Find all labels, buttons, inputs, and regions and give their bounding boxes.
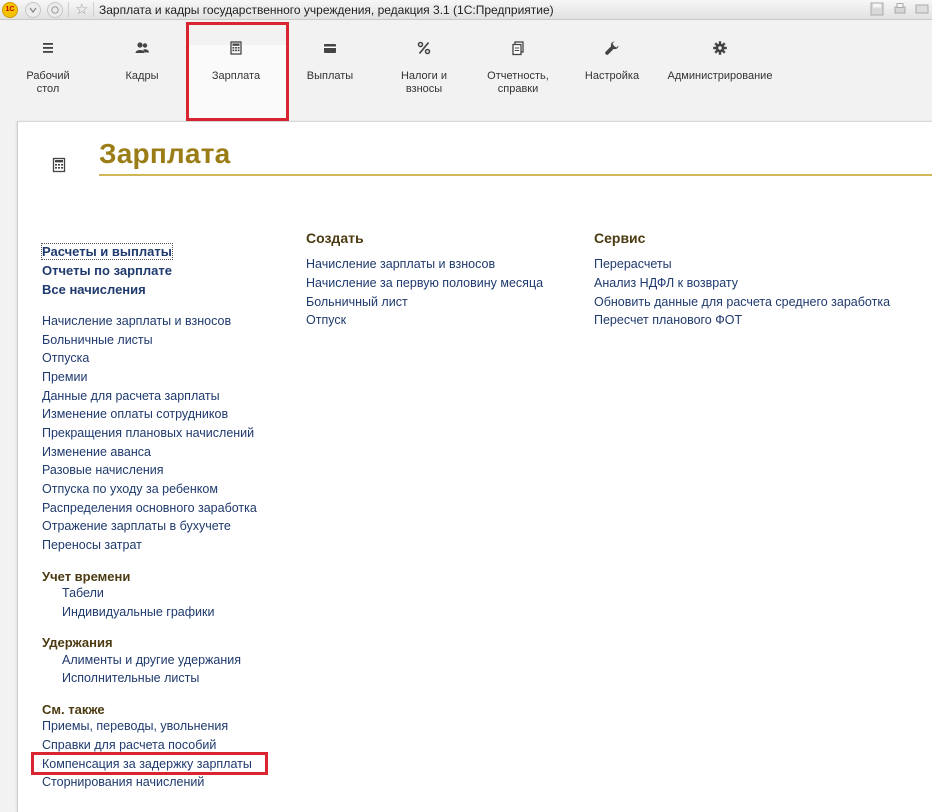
list-item[interactable]: Переносы затрат [42,538,142,552]
list-item[interactable]: Больничный лист [306,295,408,309]
list-item[interactable]: Перерасчеты [594,257,672,271]
list-item[interactable]: Приемы, переводы, увольнения [42,719,229,733]
highlight-box-salary-section [186,22,289,121]
section-desktop[interactable] [20,40,76,96]
list-item[interactable]: Изменение оплаты сотрудников [42,407,229,421]
section-label: Отчетность, справки [487,70,549,95]
main-menu-button[interactable] [25,2,41,18]
list-item[interactable]: Премии [42,370,88,384]
mail-icon[interactable] [915,2,929,16]
list-item[interactable]: Обновить данные для расчета среднего заработка [594,295,891,309]
list-item[interactable]: Больничные листы [42,333,153,347]
list-item[interactable]: Начисление зарплаты и взносов [306,257,496,271]
list-item[interactable]: Сторнирования начислений [42,775,205,789]
list-item[interactable]: Отпуск [306,313,347,327]
calculator-icon [52,157,66,173]
section-label: Настройка [584,70,640,82]
group-time-tracking: Учет времени [42,569,131,584]
list-item[interactable]: Прекращения плановых начислений [42,426,255,440]
list-item[interactable]: Исполнительные листы [62,671,200,685]
chevron-down-icon [29,6,37,14]
group-deductions: Удержания [42,635,113,650]
section-label: Рабочий стол [26,70,70,95]
section-hr[interactable] [114,40,170,83]
separator [93,2,94,17]
section-label: Налоги и взносы [400,70,448,95]
app-logo-icon[interactable]: 1С [2,2,18,18]
section-label: Выплаты [306,70,354,82]
list-item[interactable]: Справки для расчета пособий [42,738,217,752]
page-title: Зарплата [99,138,231,169]
list-item[interactable]: Отражение зарплаты в бухучете [42,519,231,533]
title-bar [0,0,932,20]
list-item[interactable]: Алименты и другие удержания [62,653,242,667]
list-item[interactable]: Табели [62,586,104,600]
separator [68,2,69,17]
documents-icon [510,40,526,56]
section-settings[interactable] [580,40,644,83]
list-item[interactable]: Пересчет планового ФОТ [594,313,743,327]
create-heading: Создать [306,230,364,246]
list-item[interactable]: Начисление зарплаты и взносов [42,314,232,328]
list-item[interactable]: Отпуска по уходу за ребенком [42,482,218,496]
section-admin[interactable] [664,40,776,83]
section-reports[interactable] [480,40,556,96]
percent-icon [416,40,432,56]
menu-lines-icon [40,40,56,56]
list-item[interactable]: Анализ НДФЛ к возврату [594,276,739,290]
list-item[interactable]: Начисление за первую половину месяца [306,276,544,290]
save-icon[interactable] [870,2,884,16]
list-item[interactable]: Разовые начисления [42,463,164,477]
highlight-box-compensation [31,752,268,775]
print-icon[interactable] [893,2,907,16]
wallet-icon [322,40,338,56]
link-salary-delay-compensation[interactable]: Компенсация за задержку зарплаты [42,757,252,771]
title-underline [99,174,932,176]
link-payments-calc[interactable]: Расчеты и выплаты [42,244,172,259]
gear-icon [712,40,728,56]
section-label: Кадры [125,70,159,82]
people-icon [134,40,150,56]
service-heading: Сервис [594,230,646,246]
favorites-star-icon[interactable]: ☆ [75,1,89,18]
wrench-icon [604,40,620,56]
section-label: Зарплата [211,70,261,82]
link-salary-reports[interactable]: Отчеты по зарплате [42,263,172,278]
link-all-accruals[interactable]: Все начисления [42,282,146,297]
history-button[interactable] [47,2,63,18]
list-item[interactable]: Индивидуальные графики [62,605,215,619]
list-item[interactable]: Распределения основного заработка [42,501,257,515]
section-taxes[interactable] [393,40,455,96]
list-item[interactable]: Отпуска [42,351,90,365]
section-payments[interactable] [302,40,358,83]
clock-icon [51,6,59,14]
group-see-also: См. также [42,702,105,717]
list-item[interactable]: Изменение аванса [42,445,151,459]
sections-panel [0,20,932,120]
list-item[interactable]: Данные для расчета зарплаты [42,389,220,403]
window-title: Зарплата и кадры государственного учреждения, редакция 3.1 (1С:Предприятие) [99,3,554,17]
section-label: Администрирование [667,70,773,82]
